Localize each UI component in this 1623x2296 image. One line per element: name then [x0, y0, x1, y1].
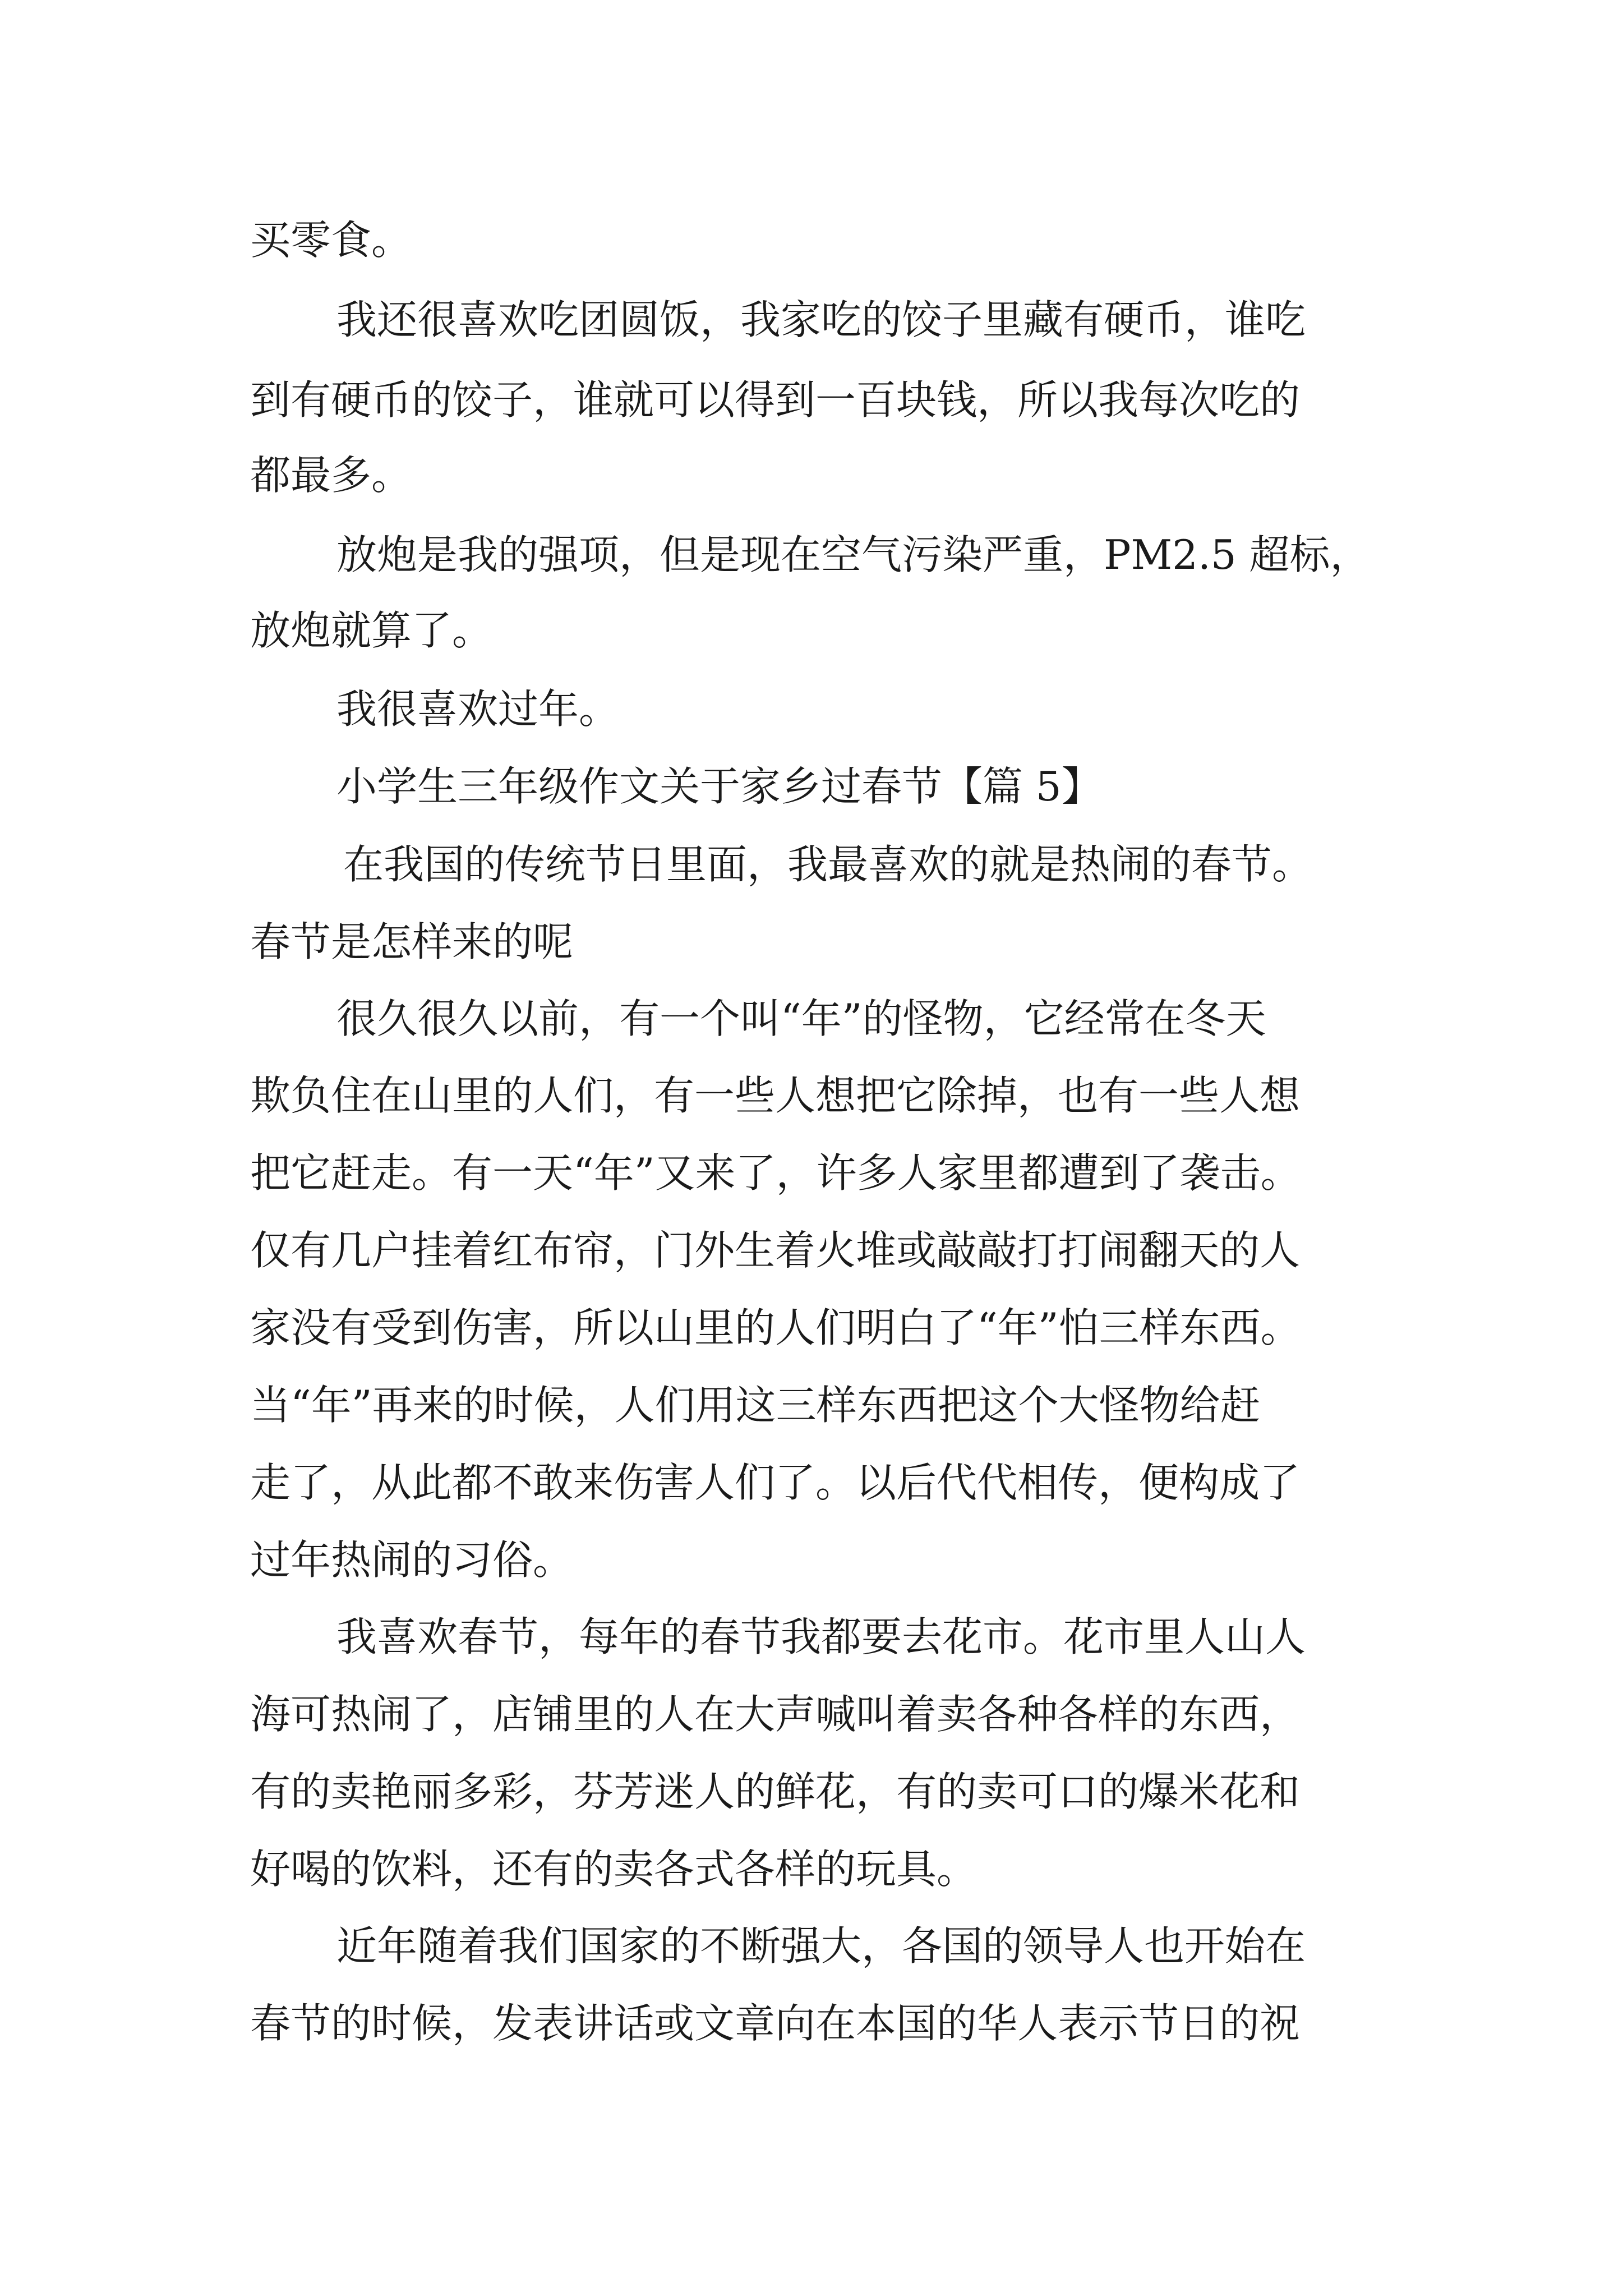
text-line: 都最多。 — [250, 452, 412, 499]
paragraph-line: 我很喜欢过年。 — [336, 685, 620, 733]
text-line: 好喝的饮料，还有的卖各式各样的玩具。 — [250, 1846, 978, 1893]
text-line: 当“年”再来的时候，人们用这三样东西把这个大怪物给赶 — [250, 1382, 1261, 1429]
paragraph-line: 近年随着我们国家的不断强大，各国的领导人也开始在 — [336, 1922, 1306, 1970]
text-line: 走了，从此都不敢来伤害人们了。以后代代相传，便构成了 — [250, 1459, 1301, 1506]
paragraph-line: 我喜欢春节，每年的春节我都要去花市。花市里人山人 — [336, 1613, 1306, 1660]
paragraph-line: 我还很喜欢吃团圆饭，我家吃的饺子里藏有硬币，谁吃 — [336, 296, 1306, 343]
paragraph-line: 很久很久以前，有一个叫“年”的怪物，它经常在冬天 — [336, 995, 1266, 1042]
text-line: 把它赶走。有一天“年”又来了，许多人家里都遭到了袭击。 — [250, 1149, 1301, 1197]
text-line: 过年热闹的习俗。 — [250, 1536, 574, 1584]
text-line: 春节是怎样来的呢 — [250, 918, 574, 965]
text-line: 放炮就算了。 — [250, 607, 493, 654]
section-heading: 小学生三年级作文关于家乡过春节【篇 5】 — [336, 763, 1102, 810]
text-line: 家没有受到伤害，所以山里的人们明白了“年”怕三样东西。 — [250, 1304, 1301, 1351]
text-line: 到有硬币的饺子，谁就可以得到一百块钱，所以我每次吃的 — [250, 376, 1301, 424]
text-line: 春节的时候，发表讲话或文章向在本国的华人表示节日的祝 — [250, 2000, 1301, 2047]
text-line: 仅有几户挂着红布帘，门外生着火堆或敲敲打打闹翻天的人 — [250, 1227, 1301, 1274]
text-line: 买零食。 — [250, 217, 412, 264]
paragraph-line: 在我国的传统节日里面，我最喜欢的就是热闹的春节。 — [343, 841, 1313, 888]
paragraph-line: 放炮是我的强项，但是现在空气污染严重，PM2.5 超标， — [336, 531, 1371, 578]
text-line: 海可热闹了，店铺里的人在大声喊叫着卖各种各样的东西， — [250, 1691, 1301, 1738]
text-line: 有的卖艳丽多彩，芬芳迷人的鲜花，有的卖可口的爆米花和 — [250, 1768, 1301, 1815]
text-line: 欺负住在山里的人们，有一些人想把它除掉，也有一些人想 — [250, 1072, 1301, 1119]
